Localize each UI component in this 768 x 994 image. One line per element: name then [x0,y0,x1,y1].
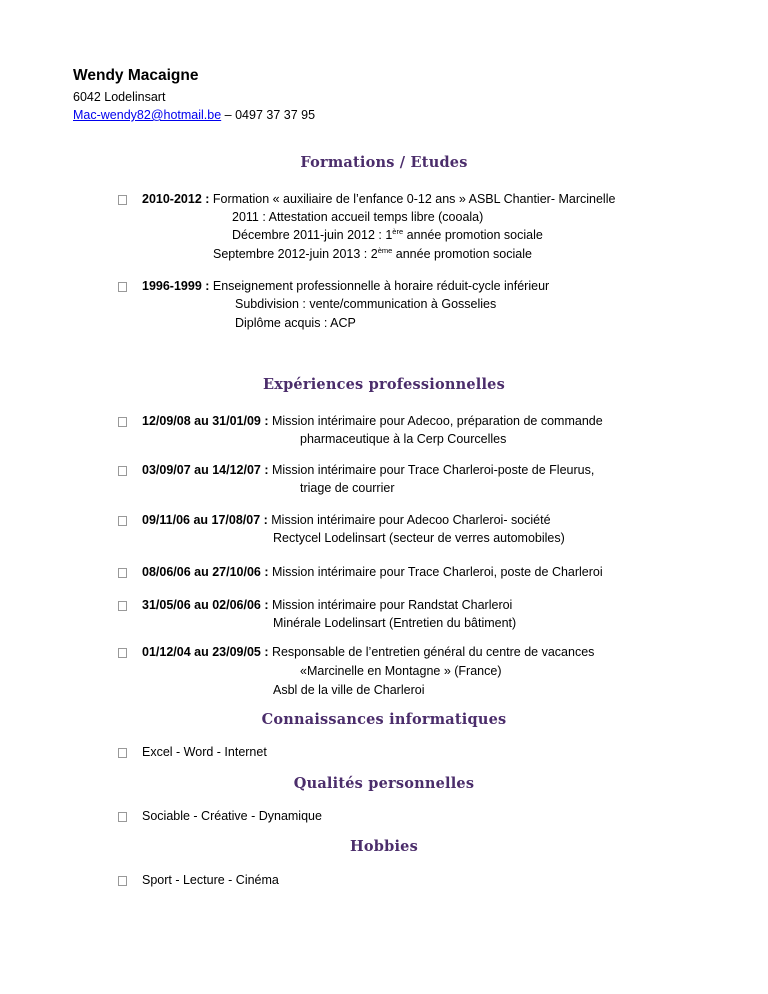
experience-date: 31/05/06 au 02/06/06 : [142,598,269,612]
experience-detail: triage de courrier [300,481,395,495]
contact-line [73,108,315,122]
experience-text: Mission intérimaire pour Randstat Charleroi [268,598,513,612]
section-title-formations: Formations / Etudes [300,154,468,171]
section-title-experiences: Expériences professionnelles [263,376,505,393]
bullet-icon [118,648,127,658]
hobbies-text: Sport - Lecture - Cinéma [142,873,279,887]
experience-text: Responsable de l’entretien général du centre de vacances [268,645,595,659]
experience-date: 01/12/04 au 23/09/05 : [142,645,269,659]
experience-text: Mission intérimaire pour Adecoo Charleroi- société [267,513,551,527]
experience-text: Mission intérimaire pour Adecoo, préparation de commande [268,414,603,428]
bullet-icon [118,568,127,578]
experience-date: 09/11/06 au 17/08/07 : [142,513,268,527]
formation-detail: Septembre 2012-juin 2013 : 2ème année promotion sociale [213,246,532,261]
formation-detail: Subdivision : vente/communication à Gosselies [235,297,497,311]
experience-item [142,598,512,612]
formation-date: 1996-1999 : [142,279,210,293]
experience-item [142,513,551,527]
bullet-icon [118,282,127,292]
experience-detail: Minérale Lodelinsart (Entretien du bâtiment) [273,616,517,630]
bullet-icon [118,516,127,526]
bullet-icon [118,812,127,822]
section-title-informatique: Connaissances informatiques [261,711,507,728]
experience-detail: Asbl de la ville de Charleroi [273,683,425,697]
experience-text: Mission intérimaire pour Trace Charleroi-poste de Fleurus, [268,463,595,477]
formation-detail: 2011 : Attestation accueil temps libre (cooala) [232,210,484,224]
experience-detail: «Marcinelle en Montagne » (France) [300,664,502,678]
section-title-qualites: Qualités personnelles [293,775,475,792]
formation-date: 2010-2012 : [142,192,210,206]
address: 6042 Lodelinsart [73,90,166,104]
informatique-text: Excel - Word - Internet [142,745,267,759]
experience-date: 03/09/07 au 14/12/07 : [142,463,269,477]
formation-item [142,279,549,293]
experience-date: 08/06/06 au 27/10/06 : [142,565,269,579]
person-name: Wendy Macaigne [73,67,199,84]
formation-detail: Décembre 2011-juin 2012 : 1ère année promotion sociale [232,227,543,242]
bullet-icon [118,417,127,427]
formation-text: Formation « auxiliaire de l’enfance 0-12 ans » ASBL Chantier- Marcinelle [209,192,616,206]
phone: – 0497 37 37 95 [221,108,316,122]
formation-text: Enseignement professionnelle à horaire réduit-cycle inférieur [209,279,550,293]
section-title-hobbies: Hobbies [350,838,418,855]
experience-text: Mission intérimaire pour Trace Charleroi, poste de Charleroi [268,565,603,579]
experience-item [142,565,603,579]
experience-item [142,414,603,428]
bullet-icon [118,876,127,886]
bullet-icon [118,748,127,758]
experience-detail: Rectycel Lodelinsart (secteur de verres automobiles) [273,531,565,545]
experience-date: 12/09/08 au 31/01/09 : [142,414,269,428]
email-link[interactable]: Mac-wendy82@hotmail.be [73,108,222,122]
formation-item [142,192,615,206]
experience-detail: pharmaceutique à la Cerp Courcelles [300,432,507,446]
experience-item [142,463,594,477]
experience-item [142,645,594,659]
bullet-icon [118,466,127,476]
formation-detail: Diplôme acquis : ACP [235,316,356,330]
bullet-icon [118,195,127,205]
qualites-text: Sociable - Créative - Dynamique [142,809,322,823]
bullet-icon [118,601,127,611]
